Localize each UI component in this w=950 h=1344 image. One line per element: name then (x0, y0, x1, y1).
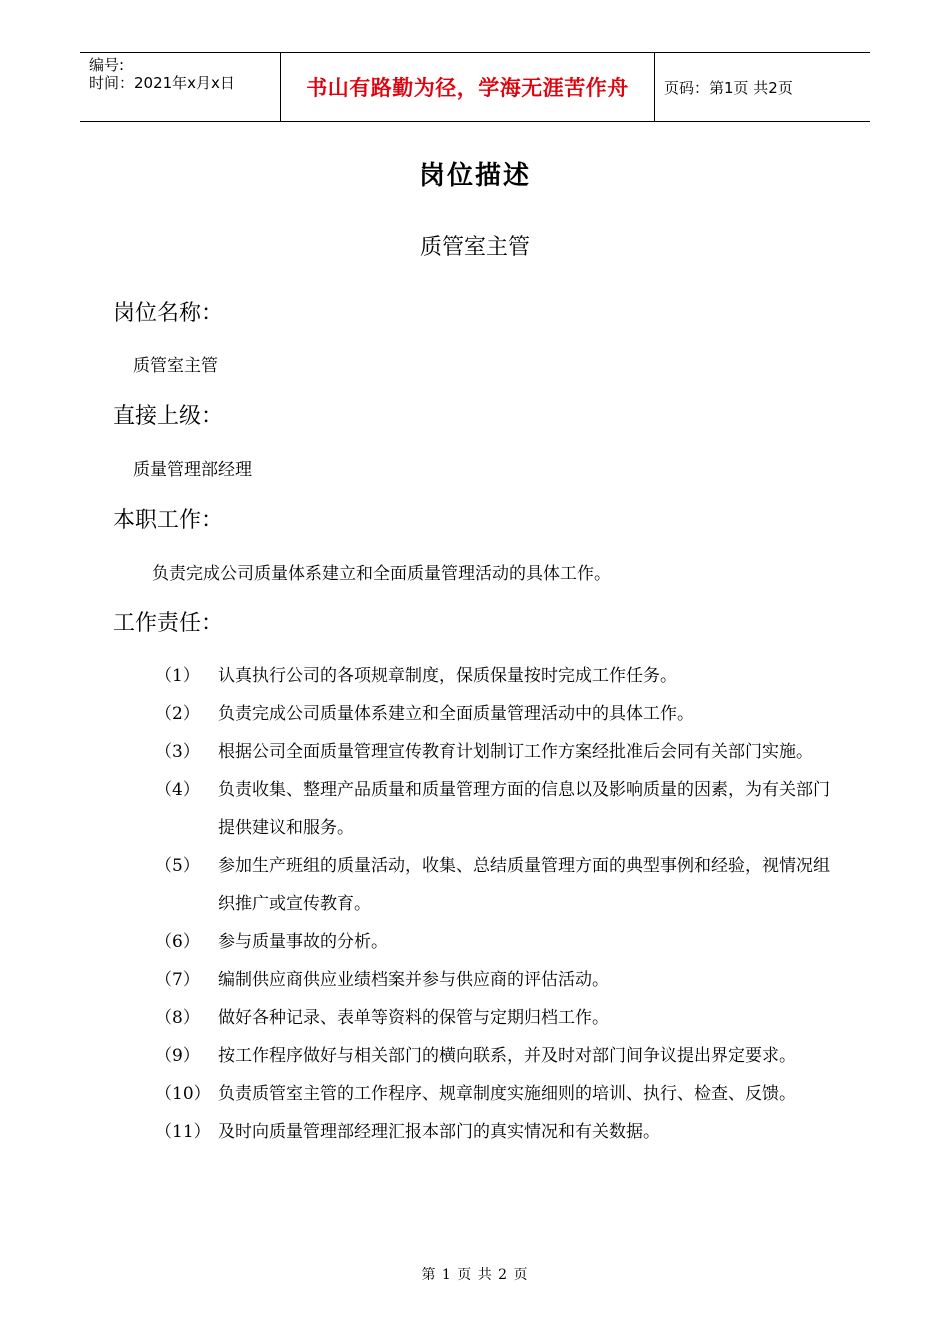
duty-text: 及时向质量管理部经理汇报本部门的真实情况和有关数据。 (218, 1122, 660, 1142)
document-number-label: 编号: (89, 56, 125, 74)
duty-text: 参加生产班组的质量活动，收集、总结质量管理方面的典型事例和经验，视情况组织推广或宣传教育。 (218, 856, 830, 914)
document-header (80, 52, 870, 122)
duty-number: （10） (155, 1084, 211, 1104)
duty-item (155, 999, 845, 1037)
duty-item (155, 733, 845, 771)
duty-item (155, 657, 845, 695)
duty-text: 编制供应商供应业绩档案并参与供应商的评估活动。 (218, 970, 609, 990)
duty-item (155, 771, 845, 847)
supervisor-content: 质量管理部经理 (133, 460, 252, 480)
page-footer: 第 1 页 共 2 页 (421, 1267, 529, 1283)
document-title: 岗位描述 (418, 161, 531, 191)
duty-number: （3） (155, 742, 200, 762)
duty-item (155, 1037, 845, 1075)
duty-number: （6） (155, 932, 200, 952)
duty-number: （7） (155, 970, 200, 990)
duty-number: （11） (155, 1122, 211, 1142)
duty-item (155, 695, 845, 733)
duty-number: （9） (155, 1046, 200, 1066)
duty-item (155, 1075, 845, 1113)
document-subtitle: 质管室主管 (419, 235, 530, 260)
duty-item (155, 1113, 845, 1151)
duty-text: 根据公司全面质量管理宣传教育计划制订工作方案经批准后会同有关部门实施。 (218, 742, 813, 762)
document-time-label: 时间：2021年x月x日 (89, 74, 235, 92)
header-motto-cell (281, 53, 655, 121)
header-page-cell (655, 53, 870, 121)
header-motto: 书山有路勤为径，学海无涯苦作舟 (306, 76, 629, 100)
duty-text: 按工作程序做好与相关部门的横向联系，并及时对部门间争议提出界定要求。 (218, 1046, 796, 1066)
position-name-heading: 岗位名称： (113, 301, 224, 326)
duty-item (155, 961, 845, 999)
duty-text: 负责质管室主管的工作程序、规章制度实施细则的培训、执行、检查、反馈。 (218, 1084, 796, 1104)
duty-item (155, 847, 845, 923)
duty-number: （4） (155, 780, 200, 800)
duty-number: （5） (155, 856, 200, 876)
duty-text: 负责完成公司质量体系建立和全面质量管理活动中的具体工作。 (218, 704, 694, 724)
responsibilities-list (155, 657, 845, 1151)
duty-item (155, 923, 845, 961)
header-page-label: 页码：第1页 共2页 (664, 78, 793, 97)
duty-text: 参与质量事故的分析。 (218, 932, 388, 952)
core-work-content: 负责完成公司质量体系建立和全面质量管理活动的具体工作。 (152, 564, 611, 584)
duty-number: （2） (155, 704, 200, 724)
supervisor-heading: 直接上级： (113, 404, 224, 429)
core-work-heading: 本职工作： (113, 508, 224, 533)
duty-text: 负责收集、整理产品质量和质量管理方面的信息以及影响质量的因素，为有关部门提供建议和服务。 (218, 780, 830, 838)
duty-text: 认真执行公司的各项规章制度，保质保量按时完成工作任务。 (218, 666, 677, 686)
header-meta (80, 53, 281, 121)
position-name-content: 质管室主管 (133, 356, 218, 376)
duty-text: 做好各种记录、表单等资料的保管与定期归档工作。 (218, 1008, 609, 1028)
responsibilities-heading: 工作责任： (113, 611, 224, 636)
duty-number: （8） (155, 1008, 200, 1028)
duty-number: （1） (155, 666, 200, 686)
